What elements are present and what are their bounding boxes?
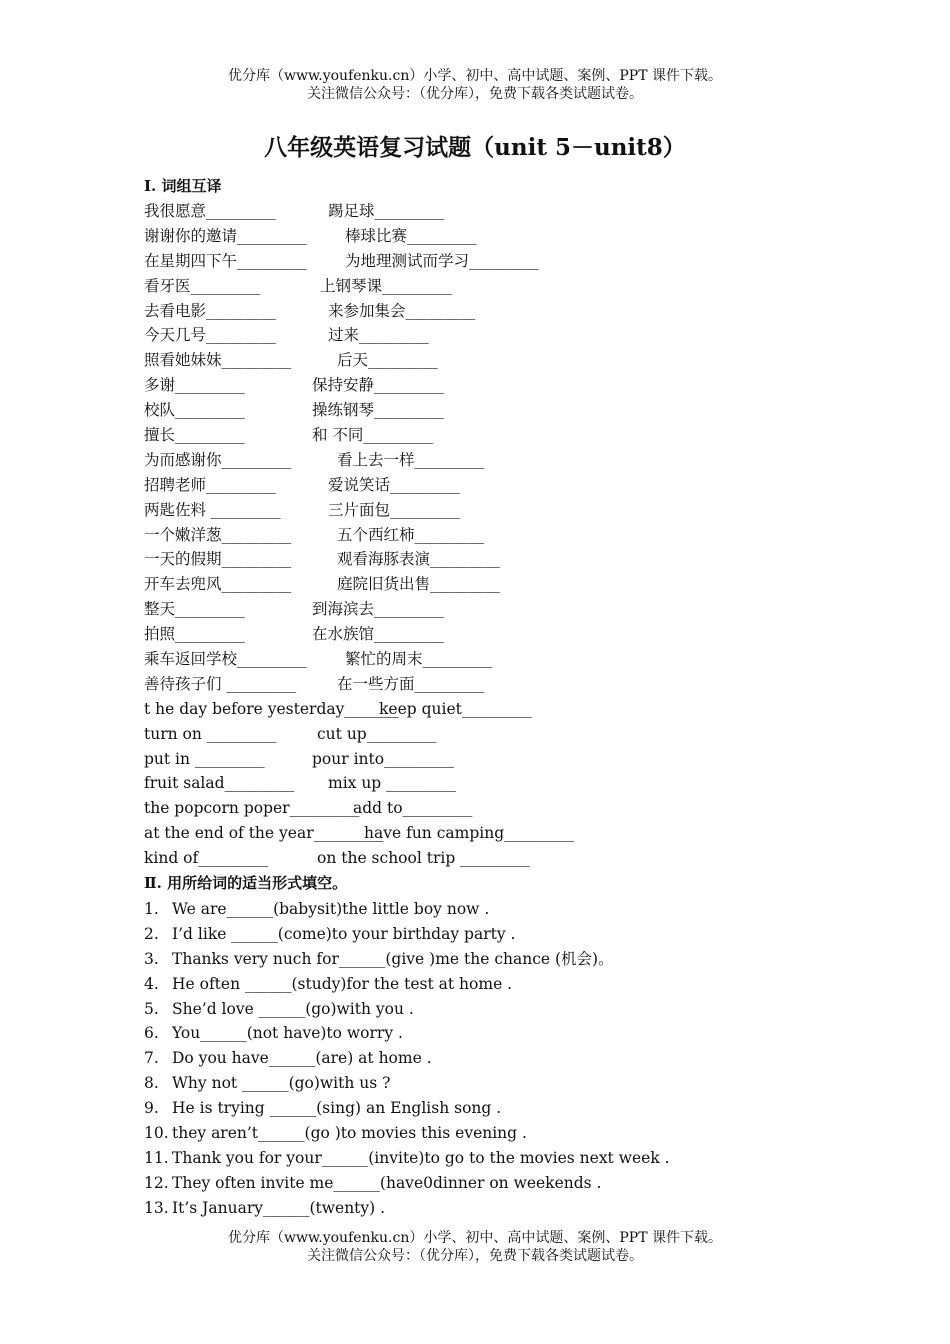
- question-number: 11.: [144, 1148, 169, 1167]
- header-line-2: 关注微信公众号：（优分库），免费下载各类试题试卷。: [307, 86, 643, 102]
- phrase-right: 棒球比赛_________: [345, 226, 477, 245]
- question-number: 2.: [144, 924, 159, 943]
- question-item: [144, 923, 784, 948]
- phrase-row: [144, 524, 704, 549]
- footer-line-2: 关注微信公众号：（优分库），免费下载各类试题试卷。: [307, 1248, 643, 1264]
- question-item: [144, 1147, 784, 1172]
- phrase-left: 在星期四下午_________: [144, 251, 307, 270]
- phrase-right: 在一些方面_________: [337, 674, 485, 693]
- question-number: 12.: [144, 1173, 169, 1192]
- phrase-right: pour into_________: [312, 749, 454, 768]
- phrase-row: [144, 748, 704, 773]
- phrase-row: [144, 399, 704, 424]
- header-line-1: 优分库（www.youfenku.cn）小学、初中、高中试题、案例、PPT 课件下载。: [227, 68, 722, 84]
- phrase-right: 在水族馆_________: [312, 625, 444, 644]
- phrase-left: 整天_________: [144, 600, 245, 619]
- phrase-right: 三片面包_________: [328, 500, 460, 519]
- phrase-right: add to_________: [353, 799, 473, 818]
- question-text: It’s January______(twenty) .: [172, 1198, 386, 1217]
- phrase-translation-list: [144, 200, 704, 872]
- question-number: 13.: [144, 1198, 169, 1217]
- question-item: [144, 1197, 784, 1222]
- phrase-right: 五个西红柿_________: [337, 525, 485, 544]
- phrase-left: 为而感谢你_________: [144, 450, 292, 469]
- phrase-row: [144, 474, 704, 499]
- phrase-left: the popcorn poper_________: [144, 799, 360, 818]
- phrase-left: 我很愿意_________: [144, 202, 276, 220]
- phrase-left: 看牙医_________: [144, 276, 261, 295]
- phrase-right: 过来_________: [328, 326, 429, 345]
- phrase-row: [144, 200, 704, 225]
- question-number: 7.: [144, 1049, 159, 1068]
- phrase-left: 谢谢你的邀请_________: [144, 226, 307, 245]
- phrase-row: [144, 548, 704, 573]
- phrase-right: 看上去一样_________: [337, 450, 485, 469]
- phrase-row: [144, 300, 704, 325]
- phrase-left: t he day before yesterday_______: [144, 699, 399, 718]
- question-text: Thank you for your______(invite)to go to the movies next week .: [172, 1148, 670, 1167]
- phrase-right: cut up_________: [317, 724, 437, 743]
- question-text: He is trying ______(sing) an English song .: [172, 1099, 502, 1118]
- question-number: 8.: [144, 1074, 159, 1093]
- phrase-left: 校队_________: [144, 401, 245, 420]
- phrase-right: 繁忙的周末_________: [345, 650, 493, 669]
- question-text: He often ______(study)for the test at home .: [172, 974, 513, 993]
- phrase-left: turn on _________: [144, 724, 277, 743]
- phrase-right: 到海滨去_________: [312, 600, 444, 619]
- phrase-left: 今天几号_________: [144, 326, 276, 345]
- phrase-left: 多谢_________: [144, 376, 245, 395]
- phrase-right: 庭院旧货出售_________: [337, 575, 500, 594]
- phrase-row: [144, 648, 704, 673]
- phrase-left: 开车去兜风_________: [144, 575, 292, 594]
- question-number: 4.: [144, 974, 159, 993]
- page-header: [0, 67, 950, 103]
- phrase-row: [144, 499, 704, 524]
- phrase-row: [144, 822, 704, 847]
- phrase-left: put in _________: [144, 749, 265, 768]
- question-item: [144, 973, 784, 998]
- phrase-left: 去看电影_________: [144, 301, 276, 320]
- question-text: We are______(babysit)the little boy now .: [172, 900, 490, 918]
- question-item: [144, 1172, 784, 1197]
- phrase-left: at the end of the year_________: [144, 824, 384, 843]
- phrase-left: 一个嫩洋葱_________: [144, 525, 292, 544]
- phrase-left: 善待孩子们 _________: [144, 674, 297, 693]
- phrase-row: [144, 349, 704, 374]
- question-item: [144, 1097, 784, 1122]
- phrase-right: 操练钢琴_________: [312, 401, 444, 420]
- question-text: they aren’t______(go )to movies this evening .: [172, 1124, 527, 1143]
- footer-line-1: 优分库（www.youfenku.cn）小学、初中、高中试题、案例、PPT 课件下载。: [227, 1230, 722, 1246]
- question-item: [144, 948, 784, 973]
- phrase-row: [144, 598, 704, 623]
- question-text: They often invite me______(have0dinner on weekends .: [172, 1173, 602, 1192]
- phrase-right: have fun camping_________: [364, 824, 574, 843]
- phrase-row: [144, 573, 704, 598]
- question-text: Do you have______(are) at home .: [172, 1049, 432, 1068]
- phrase-left: 两匙佐料 _________: [144, 500, 281, 519]
- question-number: 3.: [144, 949, 159, 968]
- phrase-right: 后天_________: [337, 351, 438, 370]
- phrase-right: 为地理测试而学习_________: [345, 251, 539, 270]
- phrase-row: [144, 797, 704, 822]
- question-item: [144, 998, 784, 1023]
- phrase-left: 乘车返回学校_________: [144, 650, 307, 669]
- phrase-right: on the school trip _________: [317, 849, 530, 868]
- question-text: Thanks very nuch for______(give )me the chance (机会)。: [172, 949, 614, 968]
- phrase-row: [144, 847, 704, 872]
- phrase-row: [144, 324, 704, 349]
- phrase-right: 和 不同_________: [312, 426, 434, 445]
- question-text: You______(not have)to worry .: [172, 1024, 403, 1043]
- question-item: [144, 1022, 784, 1047]
- phrase-row: [144, 225, 704, 250]
- question-number: 10.: [144, 1124, 169, 1143]
- phrase-left: 擅长_________: [144, 426, 245, 445]
- phrase-right: mix up _________: [328, 774, 456, 793]
- phrase-row: [144, 772, 704, 797]
- page-title: 八年级英语复习试题（unit 5－unit8）: [264, 134, 686, 161]
- question-number: 1.: [144, 900, 159, 918]
- question-number: 6.: [144, 1024, 159, 1043]
- question-item: [144, 1122, 784, 1147]
- phrase-row: [144, 623, 704, 648]
- page-footer: [0, 1229, 950, 1265]
- phrase-row: [144, 723, 704, 748]
- question-text: She’d love ______(go)with you .: [172, 999, 414, 1018]
- question-item: [144, 1047, 784, 1072]
- question-number: 9.: [144, 1099, 159, 1118]
- phrase-right: 踢足球_________: [328, 202, 445, 220]
- question-item: [144, 898, 784, 923]
- phrase-left: 照看她妹妹_________: [144, 351, 292, 370]
- section-1-heading: Ⅰ. 词组互译: [144, 177, 222, 195]
- question-number: 5.: [144, 999, 159, 1018]
- phrase-row: [144, 449, 704, 474]
- phrase-right: 爱说笑话_________: [328, 475, 460, 494]
- question-item: [144, 1072, 784, 1097]
- fill-in-blank-list: [144, 898, 784, 1222]
- phrase-left: kind of_________: [144, 849, 268, 868]
- phrase-row: [144, 424, 704, 449]
- question-text: I’d like ______(come)to your birthday party .: [172, 924, 516, 943]
- phrase-row: [144, 374, 704, 399]
- phrase-right: keep quiet_________: [379, 699, 532, 718]
- phrase-left: 招聘老师_________: [144, 475, 276, 494]
- phrase-right: 来参加集会_________: [328, 301, 476, 320]
- phrase-row: [144, 275, 704, 300]
- phrase-right: 上钢琴课_________: [320, 276, 452, 295]
- section-2-heading: Ⅱ. 用所给词的适当形式填空。: [144, 874, 348, 892]
- phrase-row: [144, 250, 704, 275]
- phrase-left: fruit salad_________: [144, 774, 295, 793]
- phrase-row: [144, 698, 704, 723]
- phrase-right: 观看海豚表演_________: [337, 550, 500, 569]
- phrase-row: [144, 673, 704, 698]
- phrase-right: 保持安静_________: [312, 376, 444, 395]
- phrase-left: 一天的假期_________: [144, 550, 292, 569]
- phrase-left: 拍照_________: [144, 625, 245, 644]
- question-text: Why not ______(go)with us ?: [172, 1074, 391, 1093]
